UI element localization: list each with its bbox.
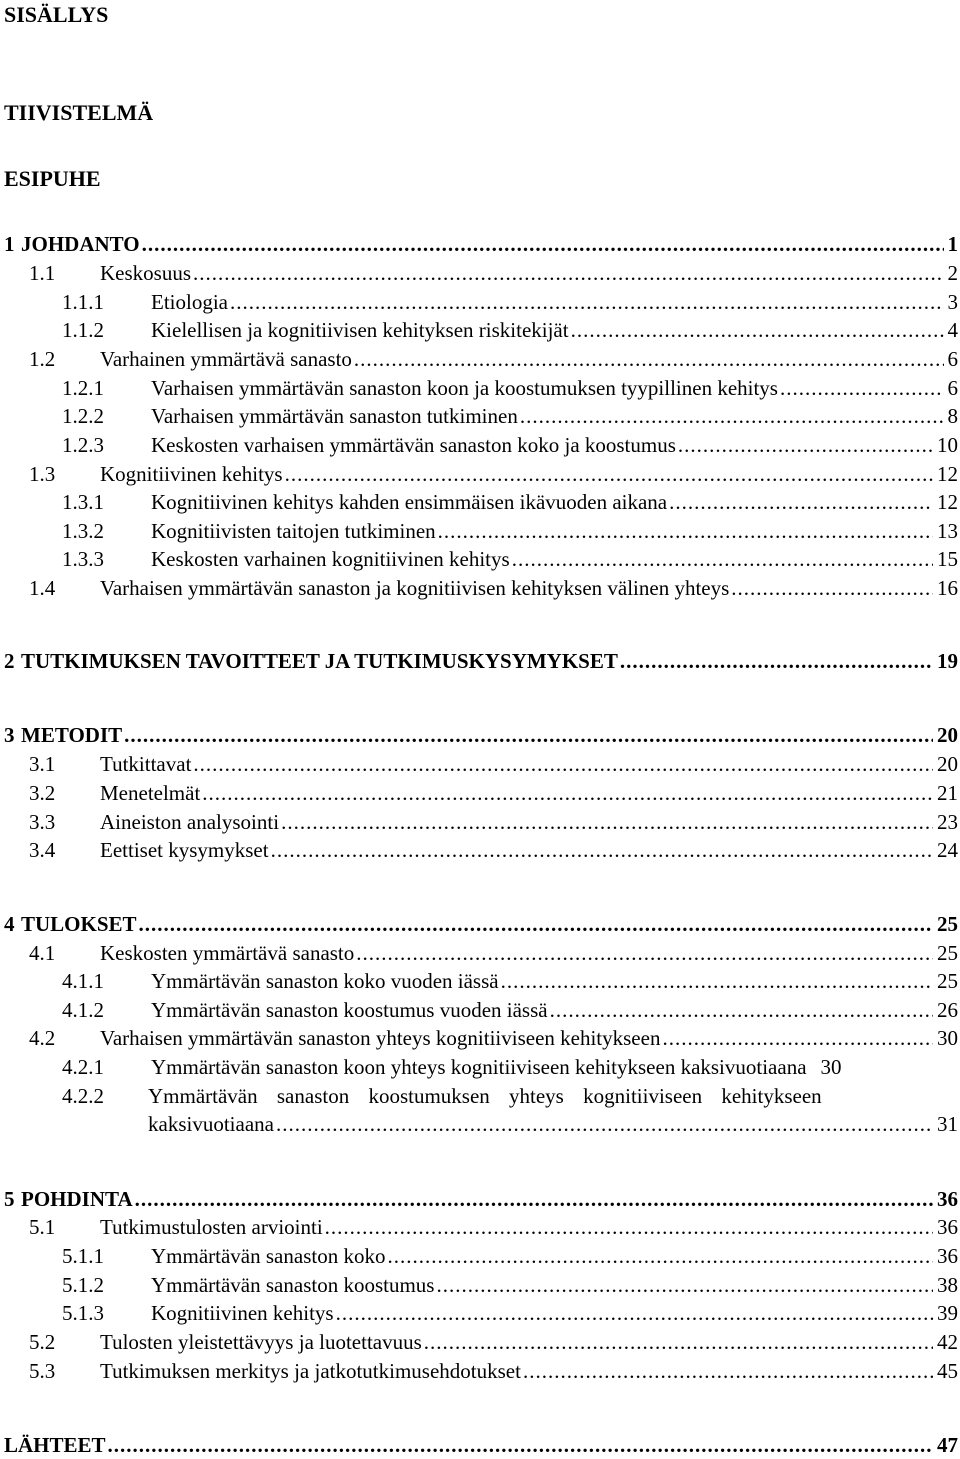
toc-entry-number: 4.1.2: [62, 998, 104, 1022]
toc-entry-title: Etiologia: [151, 290, 228, 314]
toc-leader-dots: [523, 1357, 933, 1385]
toc-entry-number: 4.2: [29, 1026, 56, 1050]
toc-entry-page: 25: [937, 941, 958, 965]
toc-entry[interactable]: [0, 488, 958, 516]
toc-leader-dots: [193, 259, 943, 287]
toc-leader-dots: [108, 1431, 933, 1459]
toc-entry-title: Varhaisen ymmärtävän sanaston ja kognitiivisen kehityksen välinen yhteys: [100, 576, 730, 600]
toc-leader-dots: [678, 431, 933, 459]
toc-entry-page: 25: [937, 969, 958, 993]
toc-leader-dots: [780, 374, 944, 402]
toc-entry-page: 12: [937, 490, 958, 514]
toc-entry[interactable]: [0, 545, 958, 573]
toc-entry[interactable]: [0, 808, 958, 836]
toc-entry-title: Kognitiivinen kehitys: [100, 462, 283, 486]
toc-entry-title: LÄHTEET: [4, 1433, 106, 1457]
toc-entry-title: Tutkimuksen merkitys ja jatkotutkimusehdotukset: [100, 1359, 521, 1383]
toc-entry[interactable]: [0, 574, 958, 602]
toc-entry[interactable]: [0, 1053, 958, 1081]
toc-entry-page: 21: [937, 781, 958, 805]
toc-entry-number: 3.2: [29, 781, 56, 805]
toc-entry-chapter[interactable]: [0, 1185, 958, 1213]
toc-entry[interactable]: [0, 288, 958, 316]
toc-entry-title: Keskosuus: [100, 261, 192, 285]
toc-entry-page: 26: [937, 998, 958, 1022]
toc-entry[interactable]: [0, 517, 958, 545]
toc-entry-title: Keskosten ymmärtävä sanasto: [100, 941, 355, 965]
toc-entry[interactable]: [0, 1242, 958, 1270]
toc-entry-title: Ymmärtävän sanaston koko vuoden iässä: [151, 969, 499, 993]
toc-entry-page: 20: [937, 723, 958, 747]
toc-entry-title: Keskosten varhaisen ymmärtävän sanaston koko ja koostumus: [151, 433, 676, 457]
toc-entry-number: 5.1.1: [62, 1244, 104, 1268]
toc-entry-title: Menetelmät: [100, 781, 201, 805]
toc-entry-number: 1.3.3: [62, 547, 104, 571]
toc-entry-chapter[interactable]: [0, 647, 958, 675]
toc-leader-dots: [336, 1299, 933, 1327]
toc-entry-title: Kognitiivisten taitojen tutkiminen: [151, 519, 436, 543]
toc-entry-page: 16: [937, 576, 958, 600]
page-title: SISÄLLYS: [4, 2, 109, 27]
toc-entry-number: 5.1.3: [62, 1301, 104, 1325]
toc-entry-page: 42: [937, 1330, 958, 1354]
toc-entry[interactable]: [0, 939, 958, 967]
toc-leader-dots: [731, 574, 933, 602]
toc-entry[interactable]: [0, 967, 958, 995]
toc-entry-number: 5.1.2: [62, 1273, 104, 1297]
toc-entry[interactable]: [0, 316, 958, 344]
toc-entry-page: 19: [937, 649, 958, 673]
toc-entry-number: 5.2: [29, 1330, 56, 1354]
toc-entry-title: Aineiston analysointi: [100, 810, 280, 834]
toc-entry-continuation[interactable]: [0, 1110, 958, 1138]
toc-entry[interactable]: [0, 1213, 958, 1241]
toc-entry-title: Ymmärtävän sanaston koostumus vuoden iässä: [151, 998, 548, 1022]
toc-entry-title: Kognitiivinen kehitys: [151, 1301, 334, 1325]
toc-leader-dots: [512, 545, 933, 573]
toc-entry-title: Ymmärtävän sanaston koostumus: [151, 1273, 435, 1297]
toc-entry-title: Varhaisen ymmärtävän sanaston tutkiminen: [151, 404, 518, 428]
toc-entry-page: 39: [937, 1301, 958, 1325]
toc-entry-title: POHDINTA: [21, 1187, 133, 1211]
toc-entry-page: 36: [937, 1215, 958, 1239]
toc-entry-number: 3.4: [29, 838, 56, 862]
toc-entry-number: 1.1.2: [62, 318, 104, 342]
toc-leader-dots: [662, 1024, 933, 1052]
toc-leader-dots: [669, 488, 933, 516]
toc-entry-number: 5: [4, 1187, 15, 1211]
toc-leader-dots: [193, 750, 933, 778]
toc-entry-number: 1.2.1: [62, 376, 104, 400]
toc-entry-page: 30: [937, 1026, 958, 1050]
toc-entry[interactable]: [0, 750, 958, 778]
toc-entry[interactable]: [0, 1082, 958, 1110]
toc-leader-dots: [202, 779, 933, 807]
toc-leader-dots: [142, 230, 944, 258]
toc-entry-chapter[interactable]: [0, 721, 958, 749]
toc-entry-title: Keskosten varhainen kognitiivinen kehitys: [151, 547, 510, 571]
toc-entry-number: 1.1: [29, 261, 56, 285]
toc-entry-number: 1.2.3: [62, 433, 104, 457]
toc-leader-dots: [325, 1213, 933, 1241]
toc-entry-page: 24: [937, 838, 958, 862]
toc-entry-chapter[interactable]: [0, 230, 958, 258]
toc-entry-number: 3: [4, 723, 15, 747]
toc-entry-title: Tulosten yleistettävyys ja luotettavuus: [100, 1330, 422, 1354]
toc-entry-page: 6: [947, 376, 958, 400]
toc-leader-dots: [230, 288, 944, 316]
toc-leader-dots: [620, 647, 933, 675]
toc-leader-dots: [139, 910, 933, 938]
toc-entry-number: 1.2.2: [62, 404, 104, 428]
toc-leader-dots: [356, 939, 933, 967]
toc-entry-page: 23: [937, 810, 958, 834]
toc-entry-page: 31: [937, 1112, 958, 1136]
toc-entry-number: 4: [4, 912, 15, 936]
toc-entry-title: Tutkittavat: [100, 752, 192, 776]
toc-entry-page: 36: [937, 1187, 958, 1211]
toc-entry[interactable]: [0, 431, 958, 459]
toc-leader-dots: [520, 402, 944, 430]
toc-entry-title: Tutkimustulosten arviointi: [100, 1215, 323, 1239]
toc-entry-page: 1: [947, 232, 958, 256]
toc-entry-page: 36: [937, 1244, 958, 1268]
toc-entry-title: Ymmärtävän sanaston koon yhteys kognitiiviseen kehitykseen kaksivuotiaana: [151, 1055, 807, 1079]
toc-entry-number: 4.2.2: [62, 1084, 104, 1108]
toc-entry-page: 10: [937, 433, 958, 457]
toc-entry[interactable]: [0, 779, 958, 807]
toc-entry-number: 4.1: [29, 941, 56, 965]
toc-entry[interactable]: [0, 402, 958, 430]
toc-entry-title: TULOKSET: [21, 912, 137, 936]
toc-entry-page: 4: [947, 318, 958, 342]
toc-leader-dots: [124, 721, 933, 749]
toc-entry-number: 1.1.1: [62, 290, 104, 314]
toc-entry[interactable]: [0, 460, 958, 488]
toc-entry[interactable]: [0, 1357, 958, 1385]
toc-entry-page: 13: [937, 519, 958, 543]
toc-entry-title: JOHDANTO: [21, 232, 140, 256]
toc-entry[interactable]: [0, 1328, 958, 1356]
toc-entry[interactable]: [0, 259, 958, 287]
toc-leader-dots: [387, 1242, 933, 1270]
toc-entry-page: 38: [937, 1273, 958, 1297]
heading-esipuhe: ESIPUHE: [4, 166, 101, 191]
toc-entry[interactable]: [0, 836, 958, 864]
toc-entry-page: 2: [947, 261, 958, 285]
toc-entry-title: Varhainen ymmärtävä sanasto: [100, 347, 352, 371]
toc-entry-title: Kognitiivinen kehitys kahden ensimmäisen ikävuoden aikana: [151, 490, 668, 514]
toc-leader-dots: [285, 460, 933, 488]
toc-entry-number: 3.3: [29, 810, 56, 834]
toc-entry-page: 6: [947, 347, 958, 371]
toc-entry-title: Eettiset kysymykset: [100, 838, 269, 862]
toc-leader-dots: [354, 345, 944, 373]
toc-leader-dots: [135, 1185, 933, 1213]
toc-entry-number: 2: [4, 649, 15, 673]
toc-entry-page: 20: [937, 752, 958, 776]
toc-entry-title: Ymmärtävän sanaston koostumuksen yhteys kognitiiviseen kehitykseen: [148, 1084, 822, 1108]
toc-entry-page: 8: [947, 404, 958, 428]
toc-entry-number: 3.1: [29, 752, 56, 776]
toc-entry-page: 47: [937, 1433, 958, 1457]
toc-entry-title: Ymmärtävän sanaston koko: [151, 1244, 386, 1268]
toc-entry-title: METODIT: [21, 723, 123, 747]
toc-entry-page: 25: [937, 912, 958, 936]
toc-leader-dots: [571, 316, 944, 344]
toc-entry-number: 1: [4, 232, 15, 256]
toc-entry-title: TUTKIMUKSEN TAVOITTEET JA TUTKIMUSKYSYMYKSET: [21, 649, 618, 673]
toc-entry-chapter[interactable]: [0, 910, 958, 938]
toc-entry-page: 15: [937, 547, 958, 571]
toc-leader-dots: [424, 1328, 933, 1356]
toc-leader-dots: [436, 1271, 933, 1299]
toc-entry-page: 12: [937, 462, 958, 486]
toc-entry[interactable]: [0, 374, 958, 402]
toc-entry-page: 30: [820, 1055, 842, 1079]
toc-leader-dots: [501, 967, 933, 995]
toc-leader-dots: [281, 808, 933, 836]
toc-entry-title: Varhaisen ymmärtävän sanaston yhteys kognitiiviseen kehitykseen: [100, 1026, 661, 1050]
toc-entry[interactable]: [0, 996, 958, 1024]
toc-entry-number: 4.1.1: [62, 969, 104, 993]
toc-entry[interactable]: [0, 1271, 958, 1299]
toc-entry-number: 1.3.2: [62, 519, 104, 543]
toc-entry[interactable]: [0, 1299, 958, 1327]
toc-leader-dots: [438, 517, 933, 545]
toc-leader-dots: [271, 836, 933, 864]
toc-entry-number: 1.2: [29, 347, 56, 371]
toc-entry[interactable]: [0, 1024, 958, 1052]
toc-entry-title-continued: kaksivuotiaana: [148, 1112, 274, 1136]
toc-entry-title: Kielellisen ja kognitiivisen kehityksen riskitekijät: [151, 318, 569, 342]
heading-tiivistelma: TIIVISTELMÄ: [4, 100, 154, 125]
toc-entry-chapter[interactable]: [0, 1431, 958, 1459]
toc-leader-dots: [276, 1110, 933, 1138]
toc-leader-dots: [550, 996, 933, 1024]
toc-entry-number: 1.3: [29, 462, 56, 486]
toc-entry-number: 5.1: [29, 1215, 56, 1239]
toc-entry-page: 3: [947, 290, 958, 314]
toc-entry-page: 45: [937, 1359, 958, 1383]
toc-entry-number: 4.2.1: [62, 1055, 104, 1079]
toc-entry-number: 1.4: [29, 576, 56, 600]
toc-entry-number: 1.3.1: [62, 490, 104, 514]
toc-entry-number: 5.3: [29, 1359, 56, 1383]
toc-entry-title: Varhaisen ymmärtävän sanaston koon ja koostumuksen tyypillinen kehitys: [151, 376, 778, 400]
toc-entry[interactable]: [0, 345, 958, 373]
